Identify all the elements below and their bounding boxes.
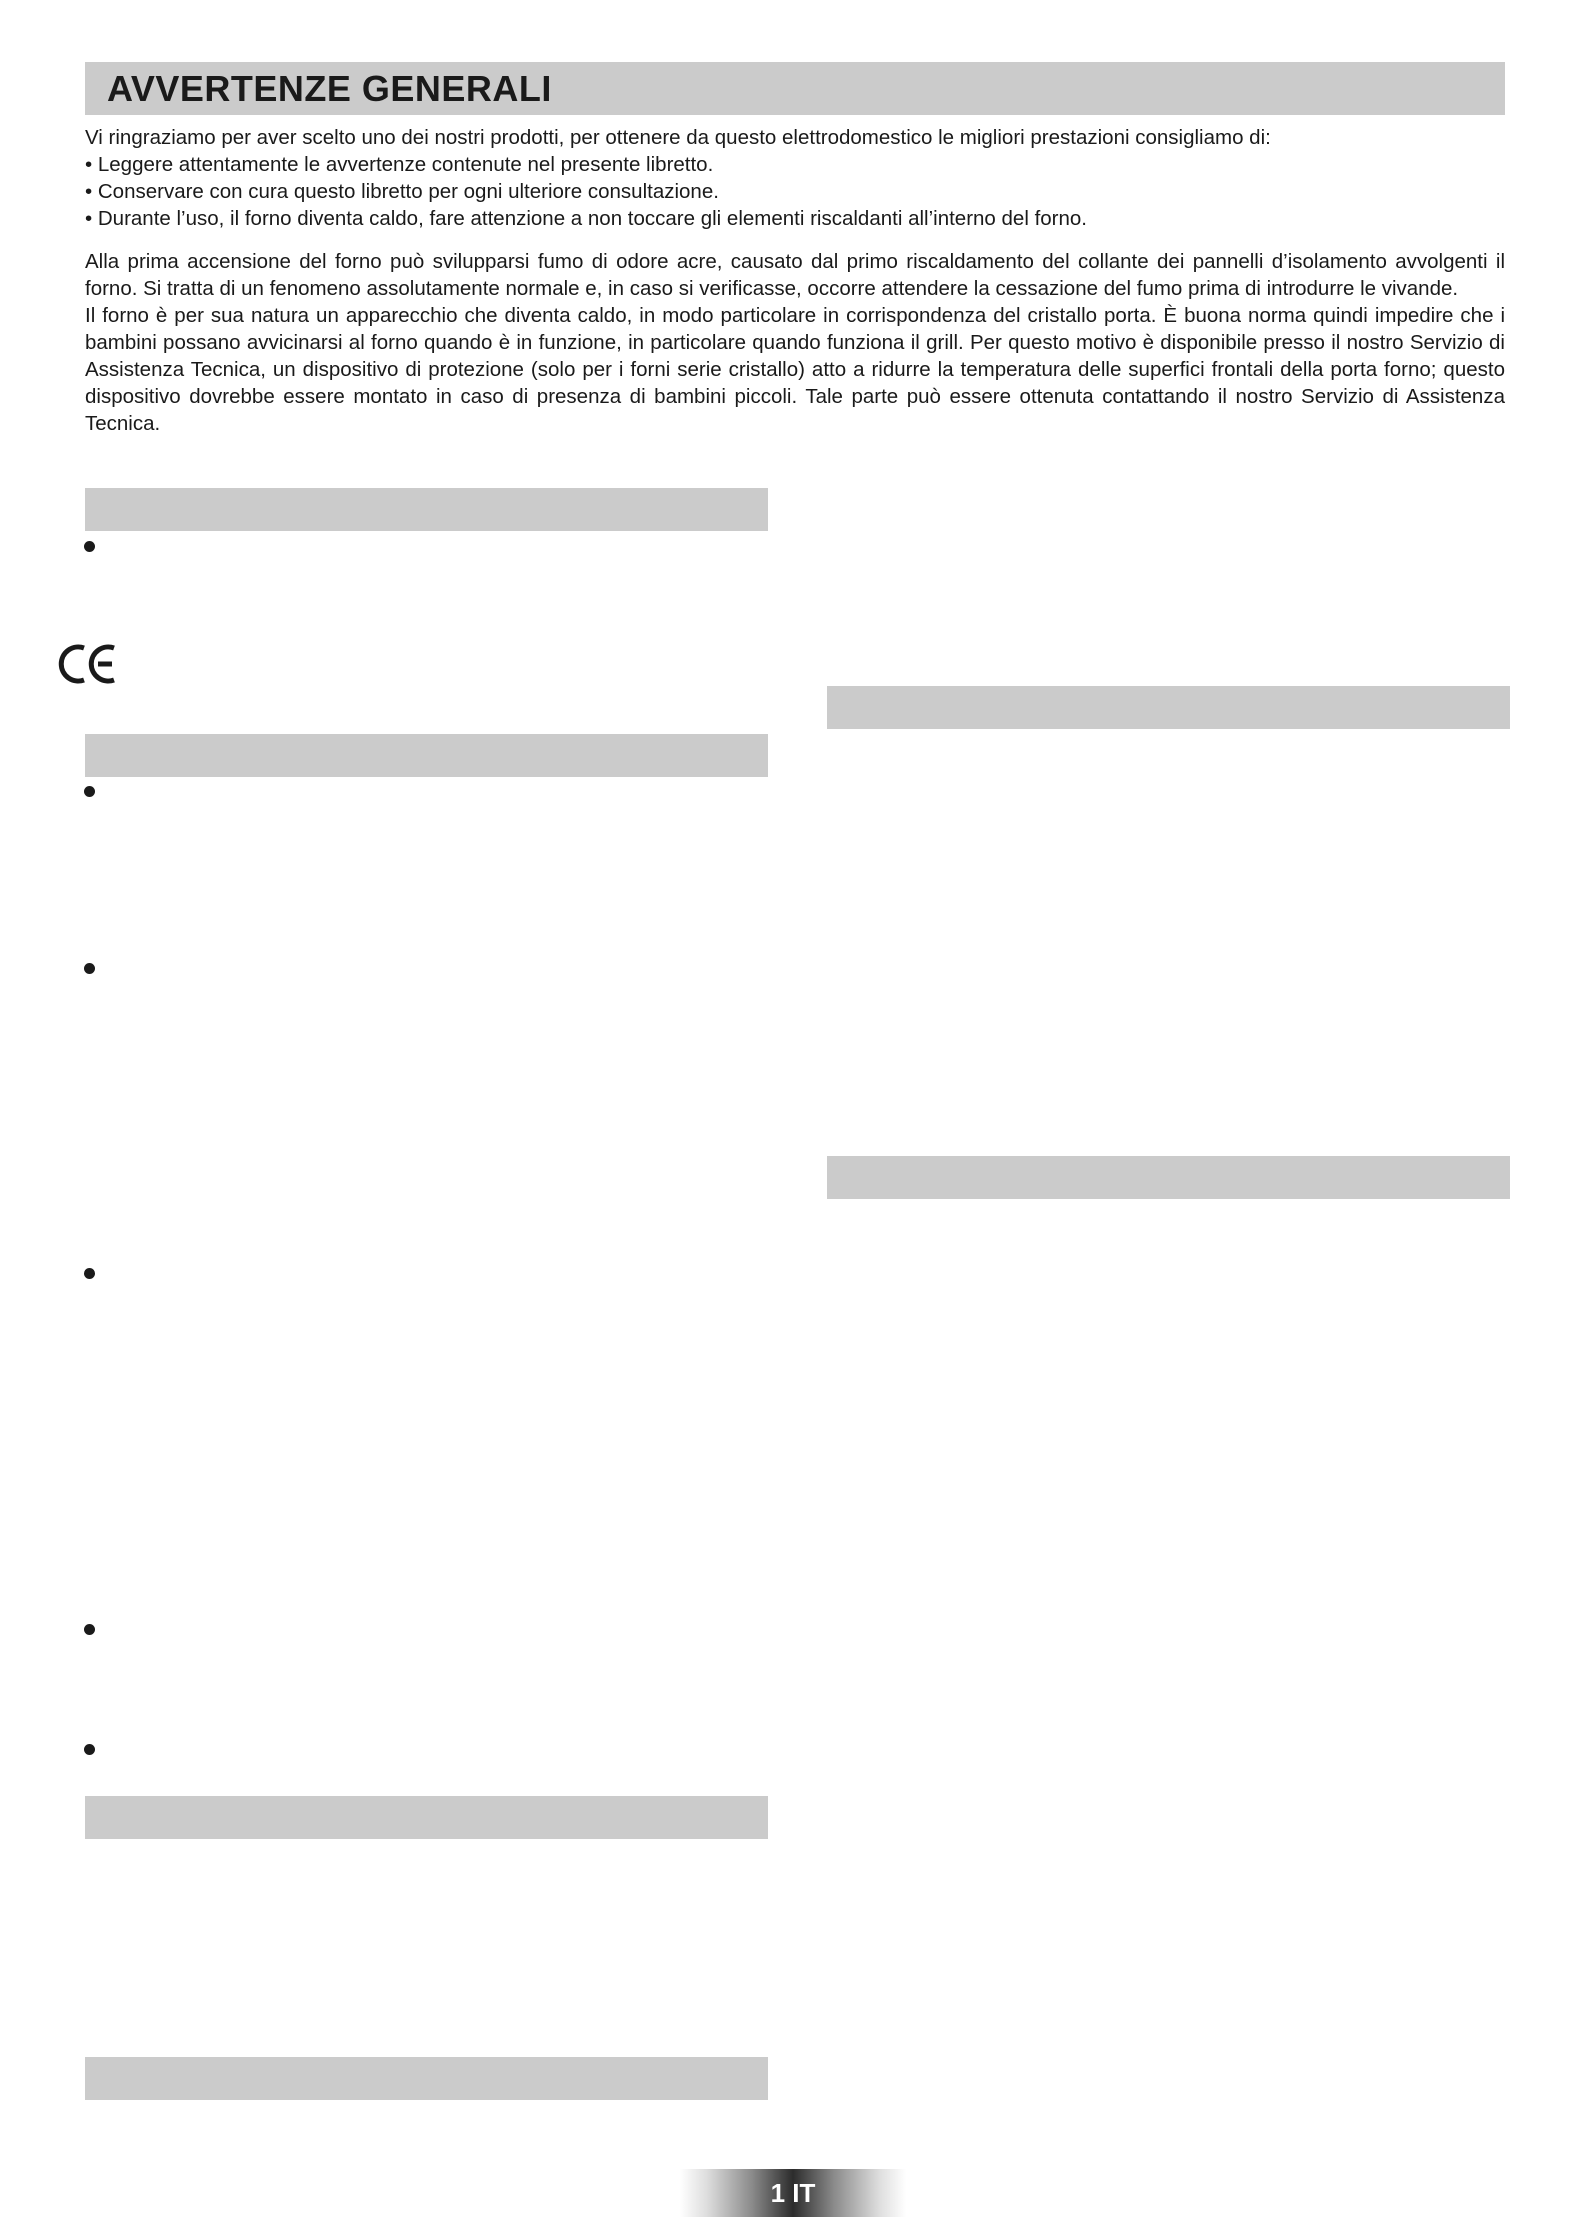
bullet-dot	[84, 1268, 95, 1279]
bullet-dot	[84, 541, 95, 552]
section-bar-left-1	[85, 488, 768, 531]
ce-mark-icon	[58, 642, 120, 686]
intro-bullet-keep: • Conservare con cura questo libretto per ogni ulteriore consultazione.	[85, 180, 719, 203]
page-title: AVVERTENZE GENERALI	[107, 68, 552, 109]
intro-bullet-read: • Leggere attentamente le avvertenze contenute nel presente libretto.	[85, 153, 714, 176]
paragraph-first-use: Alla prima accensione del forno può svilupparsi fumo di odore acre, causato dal primo riscaldamento del collante dei pannelli d’isolamento avvolgenti il forno. Si tratta di un fenomeno assolutamente normale e, in caso si verificasse, occorre attendere la cessazione del fumo prima di introdurre le vivande.	[85, 250, 1505, 300]
intro-lead: Vi ringraziamo per aver scelto uno dei nostri prodotti, per ottenere da questo elettrodomestico le migliori prestazioni consigliamo di:	[85, 126, 1271, 149]
bullet-dot	[84, 1624, 95, 1635]
page-number-tab	[680, 2169, 906, 2217]
section-bar-left-4	[85, 2057, 768, 2100]
section-header-bar	[85, 62, 1505, 115]
page-number: 1 IT	[770, 2178, 816, 2208]
section-bar-right-1	[827, 686, 1510, 729]
intro-text	[85, 124, 1505, 437]
bullet-dot	[84, 963, 95, 974]
bullet-dot	[84, 786, 95, 797]
paragraph-hot-oven: Il forno è per sua natura un apparecchio che diventa caldo, in modo particolare in corrispondenza del cristallo porta. È buona norma quindi impedire che i bambini possano avvicinarsi al forno quando è in funzione, in particolare quando funziona il grill. Per questo motivo è disponibile presso il nostro Servizio di Assistenza Tecnica, un dispositivo di protezione (solo per i forni serie cristallo) atto a ridurre la temperatura delle superfici frontali della porta forno; questo dispositivo dovrebbe essere montato in caso di presenza di bambini piccoli. Tale parte può essere ottenuta contattando il nostro Servizio di Assistenza Tecnica.	[85, 304, 1505, 435]
section-bar-left-2	[85, 734, 768, 777]
section-bar-right-2	[827, 1156, 1510, 1199]
intro-bullet-hot: • Durante l’uso, il forno diventa caldo, fare attenzione a non toccare gli elementi riscaldanti all’interno del forno.	[85, 207, 1087, 230]
section-bar-left-3	[85, 1796, 768, 1839]
bullet-dot	[84, 1744, 95, 1755]
